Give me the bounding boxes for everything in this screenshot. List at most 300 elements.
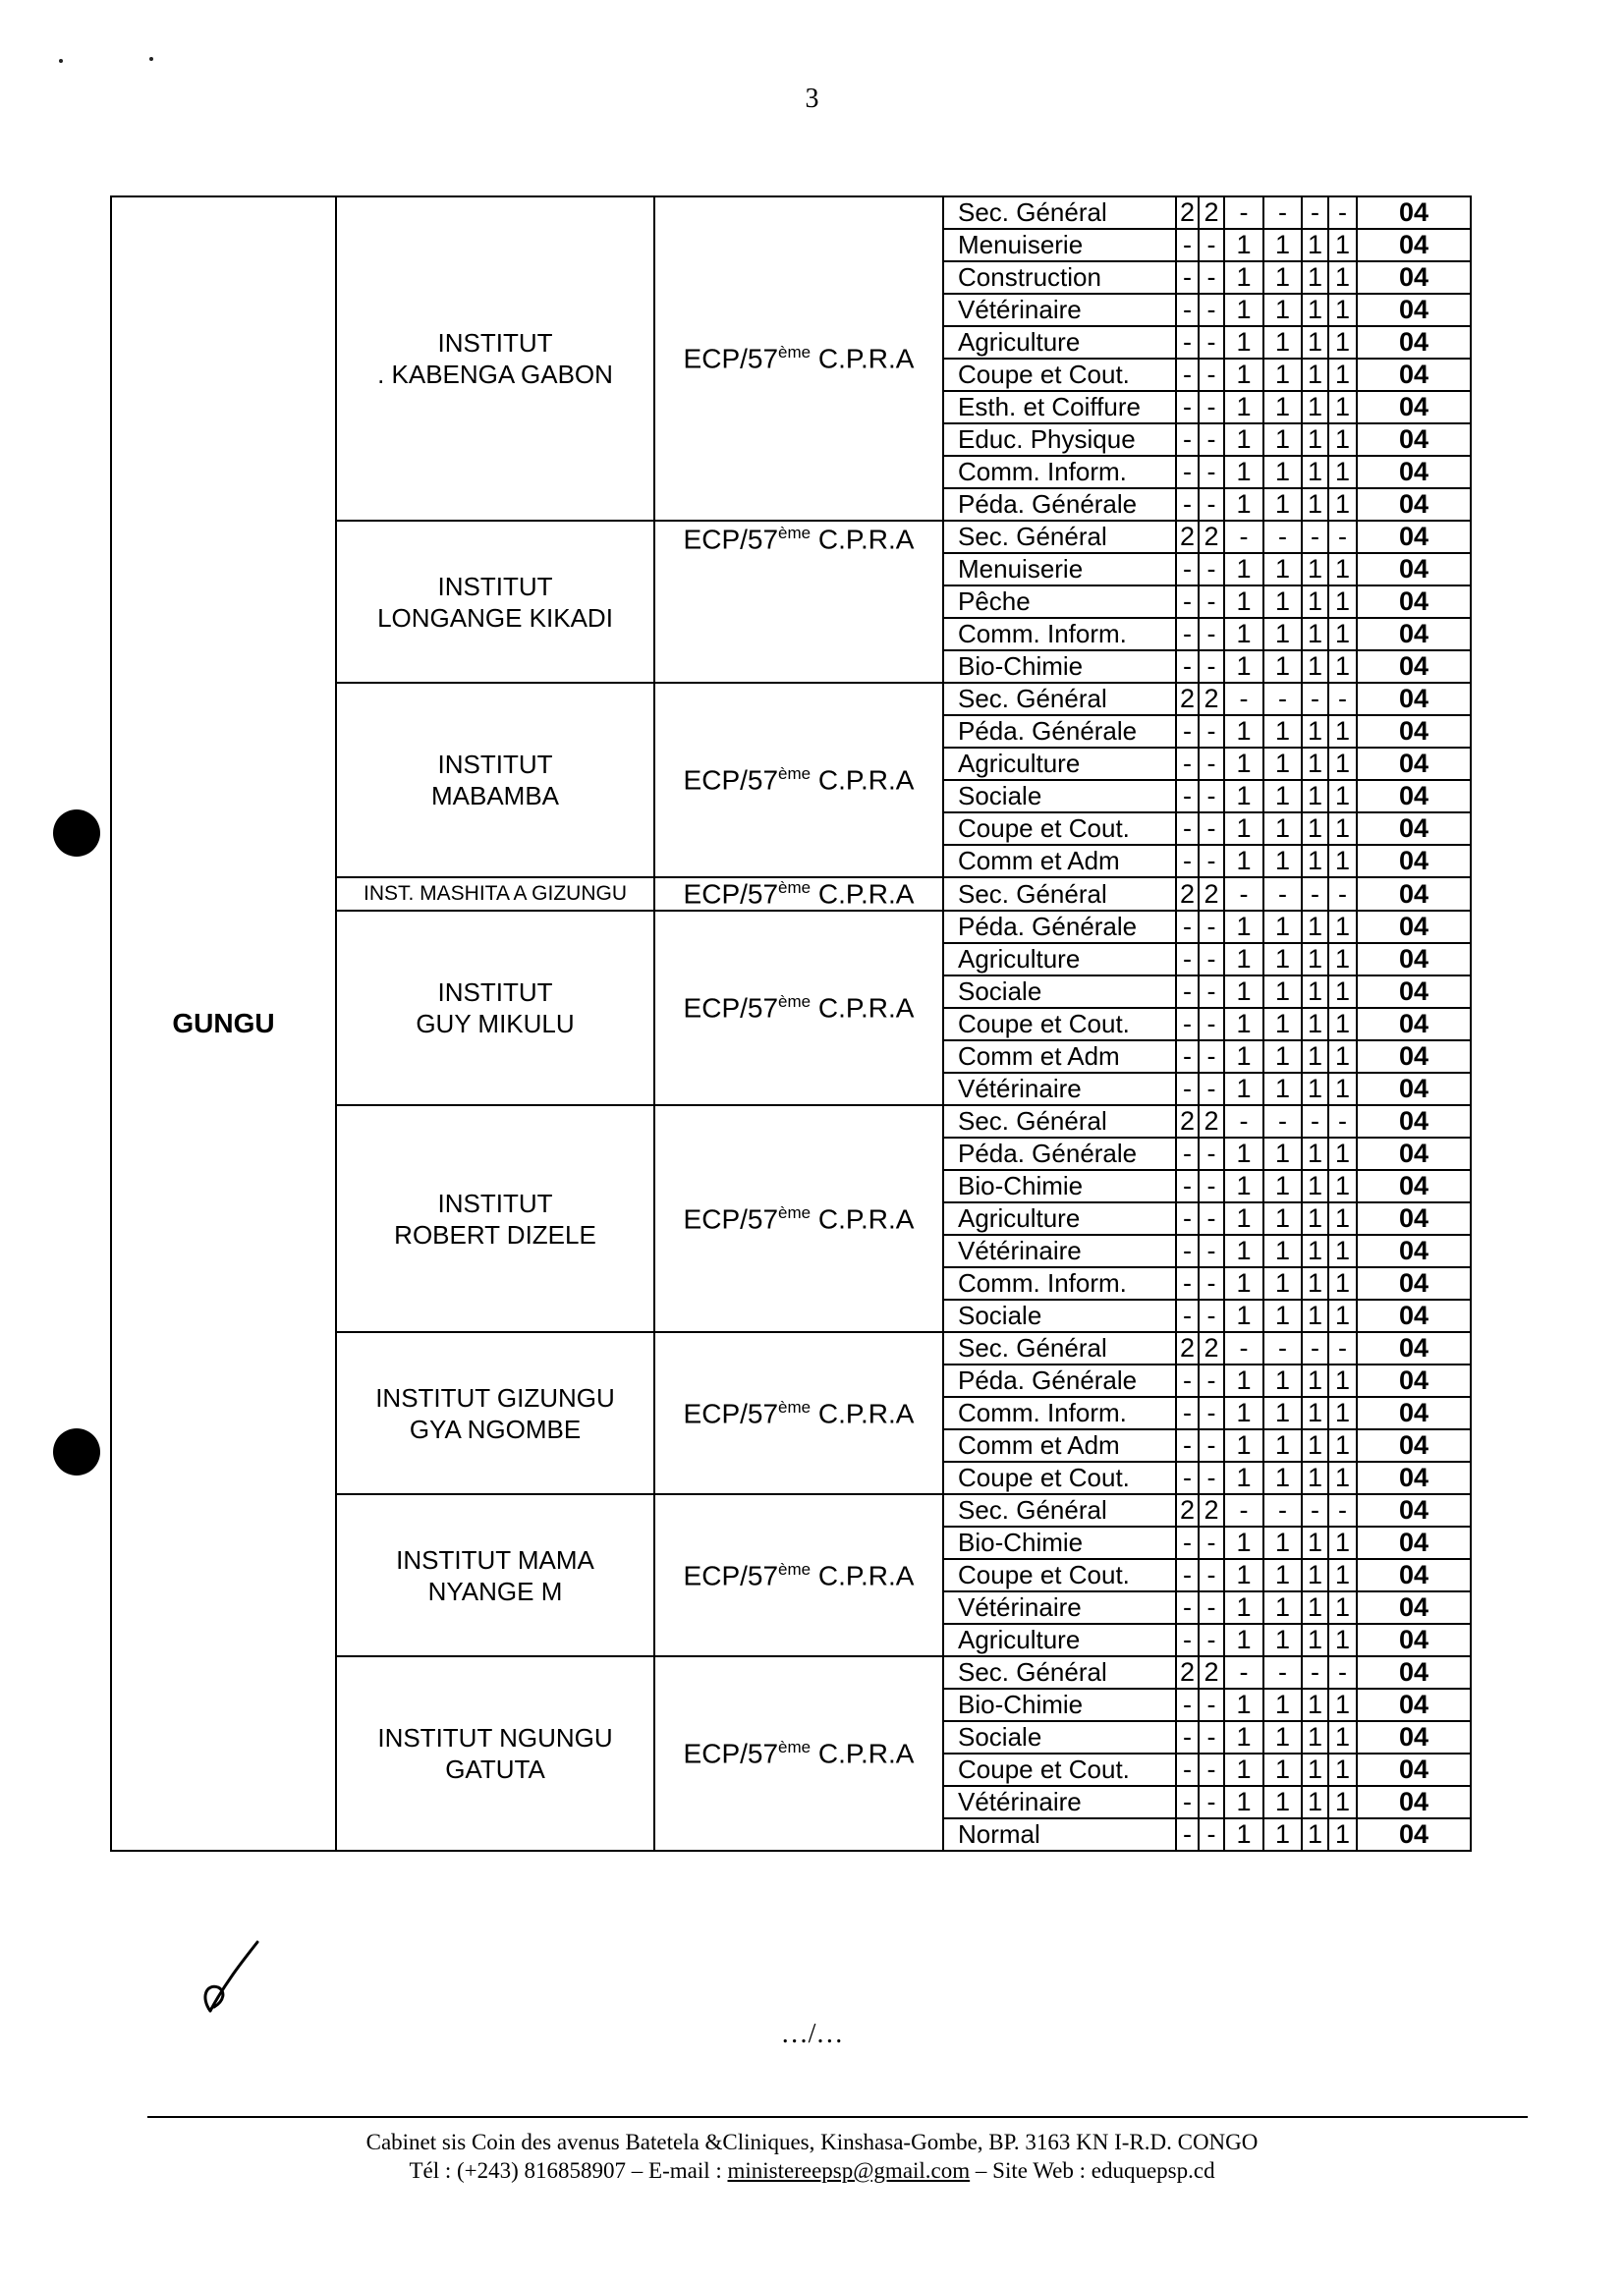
punch-hole <box>53 1428 100 1476</box>
school-code-tail: C.P.R.A <box>811 992 915 1024</box>
district-cell: GUNGU <box>111 196 336 1851</box>
grade-value-cell: 1 <box>1263 812 1302 845</box>
grade-value-cell: 1 <box>1328 1754 1357 1786</box>
school-code-tail: C.P.R.A <box>811 524 915 555</box>
grade-value-cell: 1 <box>1328 391 1357 423</box>
grade-value-cell: 1 <box>1224 1170 1263 1202</box>
option-cell: Comm. Inform. <box>943 1267 1176 1300</box>
grade-value-cell: 1 <box>1328 1527 1357 1559</box>
grade-value-cell: - <box>1263 1656 1302 1689</box>
grade-value-cell: 1 <box>1302 748 1328 780</box>
grade-value-cell: 2 <box>1176 1494 1199 1527</box>
school-code-suffix: ème <box>778 1202 812 1222</box>
total-cell: 04 <box>1357 196 1471 229</box>
total-cell: 04 <box>1357 1462 1471 1494</box>
grade-value-cell: 1 <box>1263 1040 1302 1073</box>
school-code-suffix: ème <box>778 878 812 897</box>
grade-value-cell: 1 <box>1328 780 1357 812</box>
option-cell: Comm et Adm <box>943 1040 1176 1073</box>
school-code-tail: C.P.R.A <box>811 1559 915 1590</box>
option-cell: Comm et Adm <box>943 845 1176 877</box>
grade-value-cell: 1 <box>1263 1624 1302 1656</box>
grade-value-cell: 1 <box>1263 845 1302 877</box>
option-cell: Sociale <box>943 780 1176 812</box>
grade-value-cell: 1 <box>1302 359 1328 391</box>
option-cell: Vétérinaire <box>943 294 1176 326</box>
grade-value-cell: 1 <box>1302 650 1328 683</box>
option-cell: Comm. Inform. <box>943 456 1176 488</box>
option-cell: Menuiserie <box>943 553 1176 585</box>
footer <box>0 2128 1624 2185</box>
grade-value-cell: - <box>1224 521 1263 553</box>
grade-value-cell: 1 <box>1224 1397 1263 1429</box>
school-code-tail: C.P.R.A <box>811 343 915 374</box>
option-cell: Sec. Général <box>943 1656 1176 1689</box>
school-code-suffix: ème <box>778 763 812 783</box>
grade-value-cell: 1 <box>1224 553 1263 585</box>
school-code-cell <box>654 683 943 877</box>
grade-value-cell: - <box>1176 1008 1199 1040</box>
grade-value-cell: 1 <box>1224 1365 1263 1397</box>
grade-value-cell: 1 <box>1224 1073 1263 1105</box>
grade-value-cell: - <box>1199 1365 1224 1397</box>
grade-value-cell: - <box>1176 943 1199 975</box>
total-cell: 04 <box>1357 1689 1471 1721</box>
school-name-cell <box>336 1494 654 1656</box>
grade-value-cell: 1 <box>1328 943 1357 975</box>
grade-value-cell: - <box>1176 650 1199 683</box>
grade-value-cell: - <box>1199 975 1224 1008</box>
grade-value-cell: - <box>1199 1267 1224 1300</box>
grade-value-cell: - <box>1199 488 1224 521</box>
grade-value-cell: 1 <box>1302 1786 1328 1818</box>
school-name-line: INSTITUT NGUNGU <box>377 1723 613 1754</box>
grade-value-cell: 1 <box>1302 1754 1328 1786</box>
school-code: ECP/57 <box>683 764 779 796</box>
option-cell: Péda. Générale <box>943 715 1176 748</box>
total-cell: 04 <box>1357 715 1471 748</box>
grade-value-cell: - <box>1199 715 1224 748</box>
grade-value-cell: - <box>1176 456 1199 488</box>
allocation-table <box>110 195 1472 1852</box>
grade-value-cell: - <box>1176 1527 1199 1559</box>
grade-value-cell: 1 <box>1302 1008 1328 1040</box>
grade-value-cell: 1 <box>1328 1040 1357 1073</box>
grade-value-cell: - <box>1224 1656 1263 1689</box>
option-cell: Agriculture <box>943 1624 1176 1656</box>
total-cell: 04 <box>1357 1721 1471 1754</box>
grade-value-cell: 1 <box>1263 294 1302 326</box>
grade-value-cell: - <box>1263 521 1302 553</box>
grade-value-cell: - <box>1199 780 1224 812</box>
grade-value-cell: 1 <box>1224 585 1263 618</box>
grade-value-cell: 1 <box>1328 1591 1357 1624</box>
option-cell: Coupe et Cout. <box>943 812 1176 845</box>
grade-value-cell: 1 <box>1263 1235 1302 1267</box>
school-name-line: GUY MIKULU <box>416 1009 575 1039</box>
grade-value-cell: - <box>1199 1462 1224 1494</box>
school-code-cell <box>654 1494 943 1656</box>
school-name-line: NYANGE M <box>427 1576 563 1606</box>
option-cell: Péda. Générale <box>943 1138 1176 1170</box>
option-cell: Menuiserie <box>943 229 1176 261</box>
grade-value-cell: 1 <box>1328 585 1357 618</box>
school-code-tail: C.P.R.A <box>811 1202 915 1234</box>
grade-value-cell: - <box>1176 1624 1199 1656</box>
total-cell: 04 <box>1357 391 1471 423</box>
grade-value-cell: - <box>1224 1494 1263 1527</box>
grade-value-cell: 1 <box>1328 553 1357 585</box>
grade-value-cell: 1 <box>1302 1267 1328 1300</box>
grade-value-cell: - <box>1199 585 1224 618</box>
grade-value-cell: 1 <box>1224 1721 1263 1754</box>
grade-value-cell: 1 <box>1224 943 1263 975</box>
grade-value-cell: 1 <box>1302 911 1328 943</box>
grade-value-cell: - <box>1199 359 1224 391</box>
option-cell: Construction <box>943 261 1176 294</box>
school-code-cell <box>654 1332 943 1494</box>
grade-value-cell: 1 <box>1328 748 1357 780</box>
grade-value-cell: - <box>1176 1721 1199 1754</box>
school-name-line: MABAMBA <box>430 781 560 810</box>
grade-value-cell: 1 <box>1328 1429 1357 1462</box>
grade-value-cell: - <box>1328 1105 1357 1138</box>
signature-mark <box>196 1940 265 2019</box>
option-cell: Coupe et Cout. <box>943 1462 1176 1494</box>
grade-value-cell: 1 <box>1302 1073 1328 1105</box>
grade-value-cell: - <box>1199 943 1224 975</box>
grade-value-cell: 1 <box>1224 1689 1263 1721</box>
school-code: ECP/57 <box>683 1559 779 1590</box>
grade-value-cell: - <box>1199 812 1224 845</box>
grade-value-cell: 1 <box>1302 1721 1328 1754</box>
grade-value-cell: 2 <box>1176 1656 1199 1689</box>
grade-value-cell: 1 <box>1302 261 1328 294</box>
grade-value-cell: 1 <box>1224 650 1263 683</box>
option-cell: Comm et Adm <box>943 1429 1176 1462</box>
total-cell: 04 <box>1357 1040 1471 1073</box>
footer-divider <box>147 2116 1528 2118</box>
option-cell: Péda. Générale <box>943 1365 1176 1397</box>
grade-value-cell: 1 <box>1263 943 1302 975</box>
grade-value-cell: 1 <box>1263 1073 1302 1105</box>
grade-value-cell: - <box>1176 1300 1199 1332</box>
option-cell: Sec. Général <box>943 521 1176 553</box>
grade-value-cell: - <box>1176 1202 1199 1235</box>
total-cell: 04 <box>1357 585 1471 618</box>
total-cell: 04 <box>1357 294 1471 326</box>
grade-value-cell: - <box>1328 683 1357 715</box>
grade-value-cell: 1 <box>1224 1591 1263 1624</box>
grade-value-cell: 1 <box>1263 1591 1302 1624</box>
grade-value-cell: 1 <box>1263 585 1302 618</box>
school-code-cell <box>654 1656 943 1851</box>
school-code-tail: C.P.R.A <box>811 1738 915 1769</box>
grade-value-cell: 1 <box>1224 261 1263 294</box>
footer-email-label: – E-mail : <box>626 2158 728 2183</box>
total-cell: 04 <box>1357 1754 1471 1786</box>
grade-value-cell: 1 <box>1263 1818 1302 1851</box>
grade-value-cell: 1 <box>1263 1754 1302 1786</box>
grade-value-cell: - <box>1176 423 1199 456</box>
grade-value-cell: 1 <box>1263 1527 1302 1559</box>
grade-value-cell: - <box>1302 1656 1328 1689</box>
grade-value-cell: - <box>1176 715 1199 748</box>
grade-value-cell: 1 <box>1224 423 1263 456</box>
grade-value-cell: 1 <box>1302 294 1328 326</box>
grade-value-cell: - <box>1328 521 1357 553</box>
grade-value-cell: - <box>1176 229 1199 261</box>
grade-value-cell: 1 <box>1224 1008 1263 1040</box>
grade-value-cell: 1 <box>1263 1008 1302 1040</box>
grade-value-cell: 1 <box>1263 975 1302 1008</box>
grade-value-cell: - <box>1263 683 1302 715</box>
grade-value-cell: 1 <box>1302 845 1328 877</box>
grade-value-cell: - <box>1176 845 1199 877</box>
grade-value-cell: - <box>1176 780 1199 812</box>
total-cell: 04 <box>1357 780 1471 812</box>
total-cell: 04 <box>1357 521 1471 553</box>
school-name-line: INSTITUT <box>437 750 553 779</box>
school-code: ECP/57 <box>683 1738 779 1769</box>
option-cell: Agriculture <box>943 748 1176 780</box>
grade-value-cell: 1 <box>1224 1040 1263 1073</box>
grade-value-cell: 1 <box>1328 1786 1357 1818</box>
grade-value-cell: 1 <box>1302 975 1328 1008</box>
grade-value-cell: - <box>1176 553 1199 585</box>
grade-value-cell: 1 <box>1224 1527 1263 1559</box>
grade-value-cell: 1 <box>1263 618 1302 650</box>
grade-value-cell: 1 <box>1302 943 1328 975</box>
grade-value-cell: 1 <box>1328 1138 1357 1170</box>
grade-value-cell: 2 <box>1199 1494 1224 1527</box>
grade-value-cell: 1 <box>1302 1527 1328 1559</box>
grade-value-cell: 1 <box>1263 423 1302 456</box>
grade-value-cell: 1 <box>1224 1754 1263 1786</box>
grade-value-cell: 1 <box>1224 1267 1263 1300</box>
grade-value-cell: 1 <box>1302 1300 1328 1332</box>
total-cell: 04 <box>1357 261 1471 294</box>
option-cell: Sec. Général <box>943 1494 1176 1527</box>
total-cell: 04 <box>1357 1624 1471 1656</box>
option-cell: Vétérinaire <box>943 1786 1176 1818</box>
option-cell: Coupe et Cout. <box>943 359 1176 391</box>
grade-value-cell: 1 <box>1328 229 1357 261</box>
grade-value-cell: 1 <box>1224 1559 1263 1591</box>
grade-value-cell: 1 <box>1328 1365 1357 1397</box>
grade-value-cell: 1 <box>1328 456 1357 488</box>
school-name-cell <box>336 911 654 1105</box>
school-name-cell <box>336 521 654 683</box>
grade-value-cell: 1 <box>1302 1170 1328 1202</box>
grade-value-cell: 1 <box>1328 911 1357 943</box>
grade-value-cell: 1 <box>1302 423 1328 456</box>
school-name-line: INSTITUT <box>437 571 553 601</box>
grade-value-cell: 1 <box>1224 780 1263 812</box>
school-name-cell <box>336 683 654 877</box>
grade-value-cell: 1 <box>1224 845 1263 877</box>
option-cell: Bio-Chimie <box>943 1689 1176 1721</box>
grade-value-cell: - <box>1199 1138 1224 1170</box>
grade-value-cell: - <box>1199 1591 1224 1624</box>
grade-value-cell: - <box>1176 261 1199 294</box>
grade-value-cell: 1 <box>1302 780 1328 812</box>
option-cell: Agriculture <box>943 326 1176 359</box>
grade-value-cell: - <box>1199 261 1224 294</box>
option-cell: Sec. Général <box>943 683 1176 715</box>
option-cell: Normal <box>943 1818 1176 1851</box>
grade-value-cell: 1 <box>1263 1202 1302 1235</box>
grade-value-cell: - <box>1199 1429 1224 1462</box>
grade-value-cell: 1 <box>1224 1429 1263 1462</box>
grade-value-cell: 1 <box>1328 1689 1357 1721</box>
grade-value-cell: 1 <box>1224 391 1263 423</box>
school-code-suffix: ème <box>778 1397 812 1417</box>
grade-value-cell: - <box>1176 1591 1199 1624</box>
grade-value-cell: 1 <box>1328 294 1357 326</box>
school-name-line: ROBERT DIZELE <box>394 1219 596 1250</box>
total-cell: 04 <box>1357 326 1471 359</box>
option-cell: Bio-Chimie <box>943 1170 1176 1202</box>
grade-value-cell: 1 <box>1302 1429 1328 1462</box>
table-row <box>111 196 1471 229</box>
grade-value-cell: 1 <box>1328 1202 1357 1235</box>
total-cell: 04 <box>1357 456 1471 488</box>
grade-value-cell: 1 <box>1302 326 1328 359</box>
total-cell: 04 <box>1357 1332 1471 1365</box>
grade-value-cell: 1 <box>1224 1462 1263 1494</box>
option-cell: Comm. Inform. <box>943 1397 1176 1429</box>
option-cell: Vétérinaire <box>943 1073 1176 1105</box>
school-name-line: INSTITUT <box>437 1188 553 1218</box>
grade-value-cell: 1 <box>1263 1689 1302 1721</box>
grade-value-cell: 1 <box>1328 650 1357 683</box>
punch-hole <box>53 809 100 857</box>
grade-value-cell: 1 <box>1302 1397 1328 1429</box>
option-cell: Sociale <box>943 1721 1176 1754</box>
grade-value-cell: 1 <box>1263 326 1302 359</box>
total-cell: 04 <box>1357 1138 1471 1170</box>
total-cell: 04 <box>1357 488 1471 521</box>
grade-value-cell: - <box>1176 911 1199 943</box>
grade-value-cell: 1 <box>1224 618 1263 650</box>
school-name-cell <box>336 196 654 521</box>
grade-value-cell: - <box>1199 650 1224 683</box>
grade-value-cell: 2 <box>1199 196 1224 229</box>
option-cell: Bio-Chimie <box>943 1527 1176 1559</box>
grade-value-cell: - <box>1176 1754 1199 1786</box>
continuation-marker: …/… <box>780 2019 844 2049</box>
grade-value-cell: - <box>1199 1689 1224 1721</box>
grade-value-cell: 1 <box>1328 1624 1357 1656</box>
school-name-line: INSTITUT <box>437 328 553 358</box>
grade-value-cell: - <box>1199 1040 1224 1073</box>
grade-value-cell: 1 <box>1302 715 1328 748</box>
grade-value-cell: 1 <box>1328 1559 1357 1591</box>
grade-value-cell: - <box>1176 1786 1199 1818</box>
grade-value-cell: 1 <box>1224 812 1263 845</box>
grade-value-cell: - <box>1176 1267 1199 1300</box>
total-cell: 04 <box>1357 1397 1471 1429</box>
grade-value-cell: 1 <box>1224 359 1263 391</box>
school-name-line: INSTITUT GIZUNGU <box>375 1382 615 1413</box>
footer-email-link[interactable]: ministereepsp@gmail.com <box>727 2158 971 2183</box>
option-cell: Sec. Général <box>943 1332 1176 1365</box>
total-cell: 04 <box>1357 1105 1471 1138</box>
option-cell: Sec. Général <box>943 196 1176 229</box>
grade-value-cell: 1 <box>1263 1365 1302 1397</box>
grade-value-cell: - <box>1199 748 1224 780</box>
total-cell: 04 <box>1357 1235 1471 1267</box>
grade-value-cell: 1 <box>1328 1300 1357 1332</box>
grade-value-cell: 1 <box>1224 911 1263 943</box>
total-cell: 04 <box>1357 618 1471 650</box>
grade-value-cell: - <box>1176 1170 1199 1202</box>
total-cell: 04 <box>1357 845 1471 877</box>
grade-value-cell: - <box>1176 1818 1199 1851</box>
option-cell: Sec. Général <box>943 1105 1176 1138</box>
grade-value-cell: - <box>1328 1656 1357 1689</box>
grade-value-cell: 1 <box>1263 1429 1302 1462</box>
grade-value-cell: - <box>1199 1170 1224 1202</box>
option-cell: Coupe et Cout. <box>943 1559 1176 1591</box>
grade-value-cell: - <box>1199 1300 1224 1332</box>
grade-value-cell: 2 <box>1176 1332 1199 1365</box>
option-cell: Educ. Physique <box>943 423 1176 456</box>
grade-value-cell: - <box>1176 1462 1199 1494</box>
option-cell: Vétérinaire <box>943 1235 1176 1267</box>
school-code-tail: C.P.R.A <box>811 878 915 910</box>
grade-value-cell: - <box>1199 1073 1224 1105</box>
total-cell: 04 <box>1357 1073 1471 1105</box>
option-cell: Esth. et Coiffure <box>943 391 1176 423</box>
grade-value-cell: 1 <box>1328 326 1357 359</box>
grade-value-cell: - <box>1176 391 1199 423</box>
grade-value-cell: 1 <box>1302 1818 1328 1851</box>
grade-value-cell: - <box>1176 1397 1199 1429</box>
grade-value-cell: - <box>1199 1527 1224 1559</box>
grade-value-cell: - <box>1224 1332 1263 1365</box>
footer-contact <box>0 2156 1624 2185</box>
grade-value-cell: - <box>1224 877 1263 911</box>
grade-value-cell: - <box>1328 1332 1357 1365</box>
school-code: ECP/57 <box>683 1397 779 1428</box>
school-code-cell <box>654 911 943 1105</box>
grade-value-cell: 1 <box>1263 359 1302 391</box>
grade-value-cell: 1 <box>1302 553 1328 585</box>
grade-value-cell: 1 <box>1302 456 1328 488</box>
total-cell: 04 <box>1357 1365 1471 1397</box>
total-cell: 04 <box>1357 877 1471 911</box>
grade-value-cell: 1 <box>1224 715 1263 748</box>
school-code-cell <box>654 1105 943 1332</box>
option-cell: Sociale <box>943 1300 1176 1332</box>
grade-value-cell: - <box>1302 1494 1328 1527</box>
total-cell: 04 <box>1357 1656 1471 1689</box>
school-name-line: GYA NGOMBE <box>409 1414 582 1444</box>
grade-value-cell: 1 <box>1263 1170 1302 1202</box>
grade-value-cell: 2 <box>1199 1105 1224 1138</box>
grade-value-cell: 1 <box>1328 845 1357 877</box>
school-code-suffix: ème <box>778 992 812 1012</box>
grade-value-cell: 1 <box>1263 488 1302 521</box>
grade-value-cell: - <box>1176 488 1199 521</box>
grade-value-cell: 1 <box>1224 1300 1263 1332</box>
grade-value-cell: 1 <box>1224 229 1263 261</box>
grade-value-cell: 1 <box>1224 1202 1263 1235</box>
grade-value-cell: 1 <box>1328 975 1357 1008</box>
grade-value-cell: - <box>1263 1494 1302 1527</box>
